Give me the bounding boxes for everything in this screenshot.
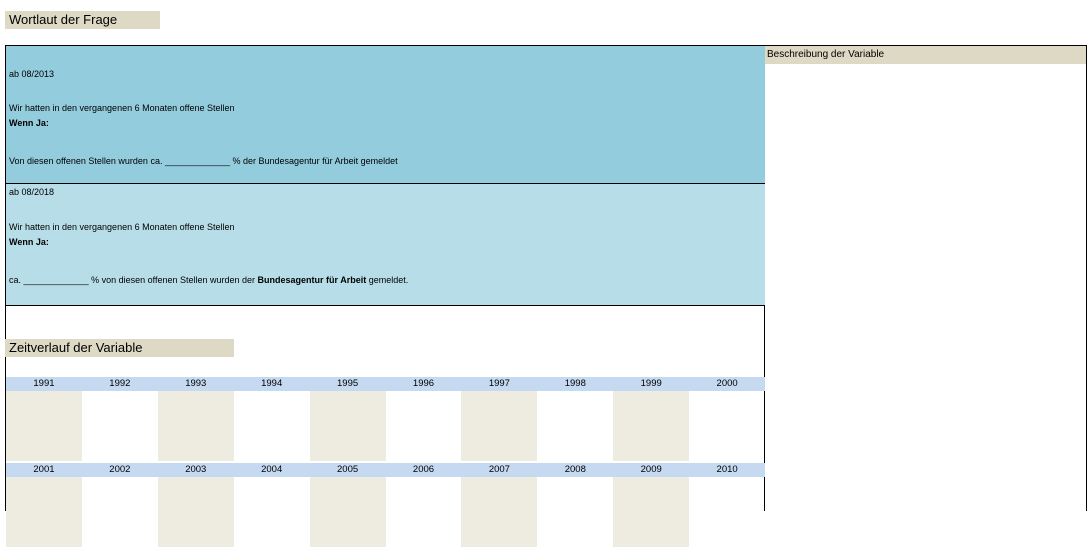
year-label: 2010 — [716, 464, 738, 475]
year-cell — [386, 391, 462, 461]
year-cell — [613, 391, 689, 461]
year-label: 1995 — [337, 378, 359, 389]
condition-label: Wenn Ja: — [9, 118, 49, 128]
question-block-2013 — [6, 46, 765, 184]
year-label: 2000 — [716, 378, 738, 389]
year-cell — [310, 391, 386, 461]
year-cell — [310, 477, 386, 547]
year-label: 2009 — [640, 464, 662, 475]
year-header-row — [6, 377, 765, 391]
variable-description-heading: Beschreibung der Variable — [765, 46, 1086, 64]
question-text: Wir hatten in den vergangenen 6 Monaten offene Stellen — [9, 103, 235, 113]
year-label: 1992 — [109, 378, 131, 389]
year-cell — [537, 477, 613, 547]
followup-question-text: Von diesen offenen Stellen wurden ca. _____________ % der Bundesagentur für Arbeit gemeldet — [9, 156, 398, 166]
year-label: 2003 — [185, 464, 207, 475]
followup-text-end: gemeldet. — [366, 275, 409, 285]
year-cell — [461, 391, 537, 461]
year-label: 2006 — [412, 464, 435, 475]
year-label: 2007 — [488, 464, 510, 475]
year-label: 2002 — [109, 464, 131, 475]
year-cell — [689, 391, 765, 461]
followup-question-text — [9, 275, 408, 285]
question-text: Wir hatten in den vergangenen 6 Monaten offene Stellen — [9, 222, 235, 232]
year-cell — [613, 477, 689, 547]
year-label: 2008 — [564, 464, 586, 475]
condition-label: Wenn Ja: — [9, 237, 49, 247]
year-cells-row — [6, 391, 765, 461]
variable-description-panel — [765, 45, 1087, 511]
year-row-1991-2000 — [6, 377, 765, 461]
year-header-row — [6, 463, 765, 477]
year-row-2001-2010 — [6, 463, 765, 547]
year-label: 1997 — [488, 378, 510, 389]
year-cell — [461, 477, 537, 547]
question-wording-heading: Wortlaut der Frage — [5, 11, 160, 29]
year-cell — [537, 391, 613, 461]
year-cell — [386, 477, 462, 547]
variable-timeline-heading: Zeitverlauf der Variable — [5, 339, 234, 357]
block-date-label: ab 08/2013 — [9, 69, 55, 79]
block-date-label: ab 08/2018 — [9, 187, 55, 197]
year-label: 2001 — [33, 464, 55, 475]
year-label: 1991 — [33, 378, 55, 389]
year-cell — [234, 477, 310, 547]
year-cell — [158, 477, 234, 547]
agency-name: Bundesagentur für Arbeit — [257, 275, 367, 285]
year-cell — [6, 391, 82, 461]
year-label: 1996 — [412, 378, 435, 389]
year-label: 1994 — [261, 378, 283, 389]
year-cell — [158, 391, 234, 461]
year-label: 1999 — [640, 378, 662, 389]
year-label: 2004 — [261, 464, 283, 475]
year-label: 1998 — [564, 378, 586, 389]
year-cell — [234, 391, 310, 461]
year-cell — [689, 477, 765, 547]
year-cell — [6, 477, 82, 547]
year-label: 2005 — [337, 464, 359, 475]
year-cell — [82, 477, 158, 547]
question-block-2018 — [6, 184, 765, 306]
year-cells-row — [6, 477, 765, 547]
year-label: 1993 — [185, 378, 207, 389]
followup-text-start: ca. _____________ % von diesen offenen Stellen wurden der — [9, 275, 258, 285]
year-cell — [82, 391, 158, 461]
